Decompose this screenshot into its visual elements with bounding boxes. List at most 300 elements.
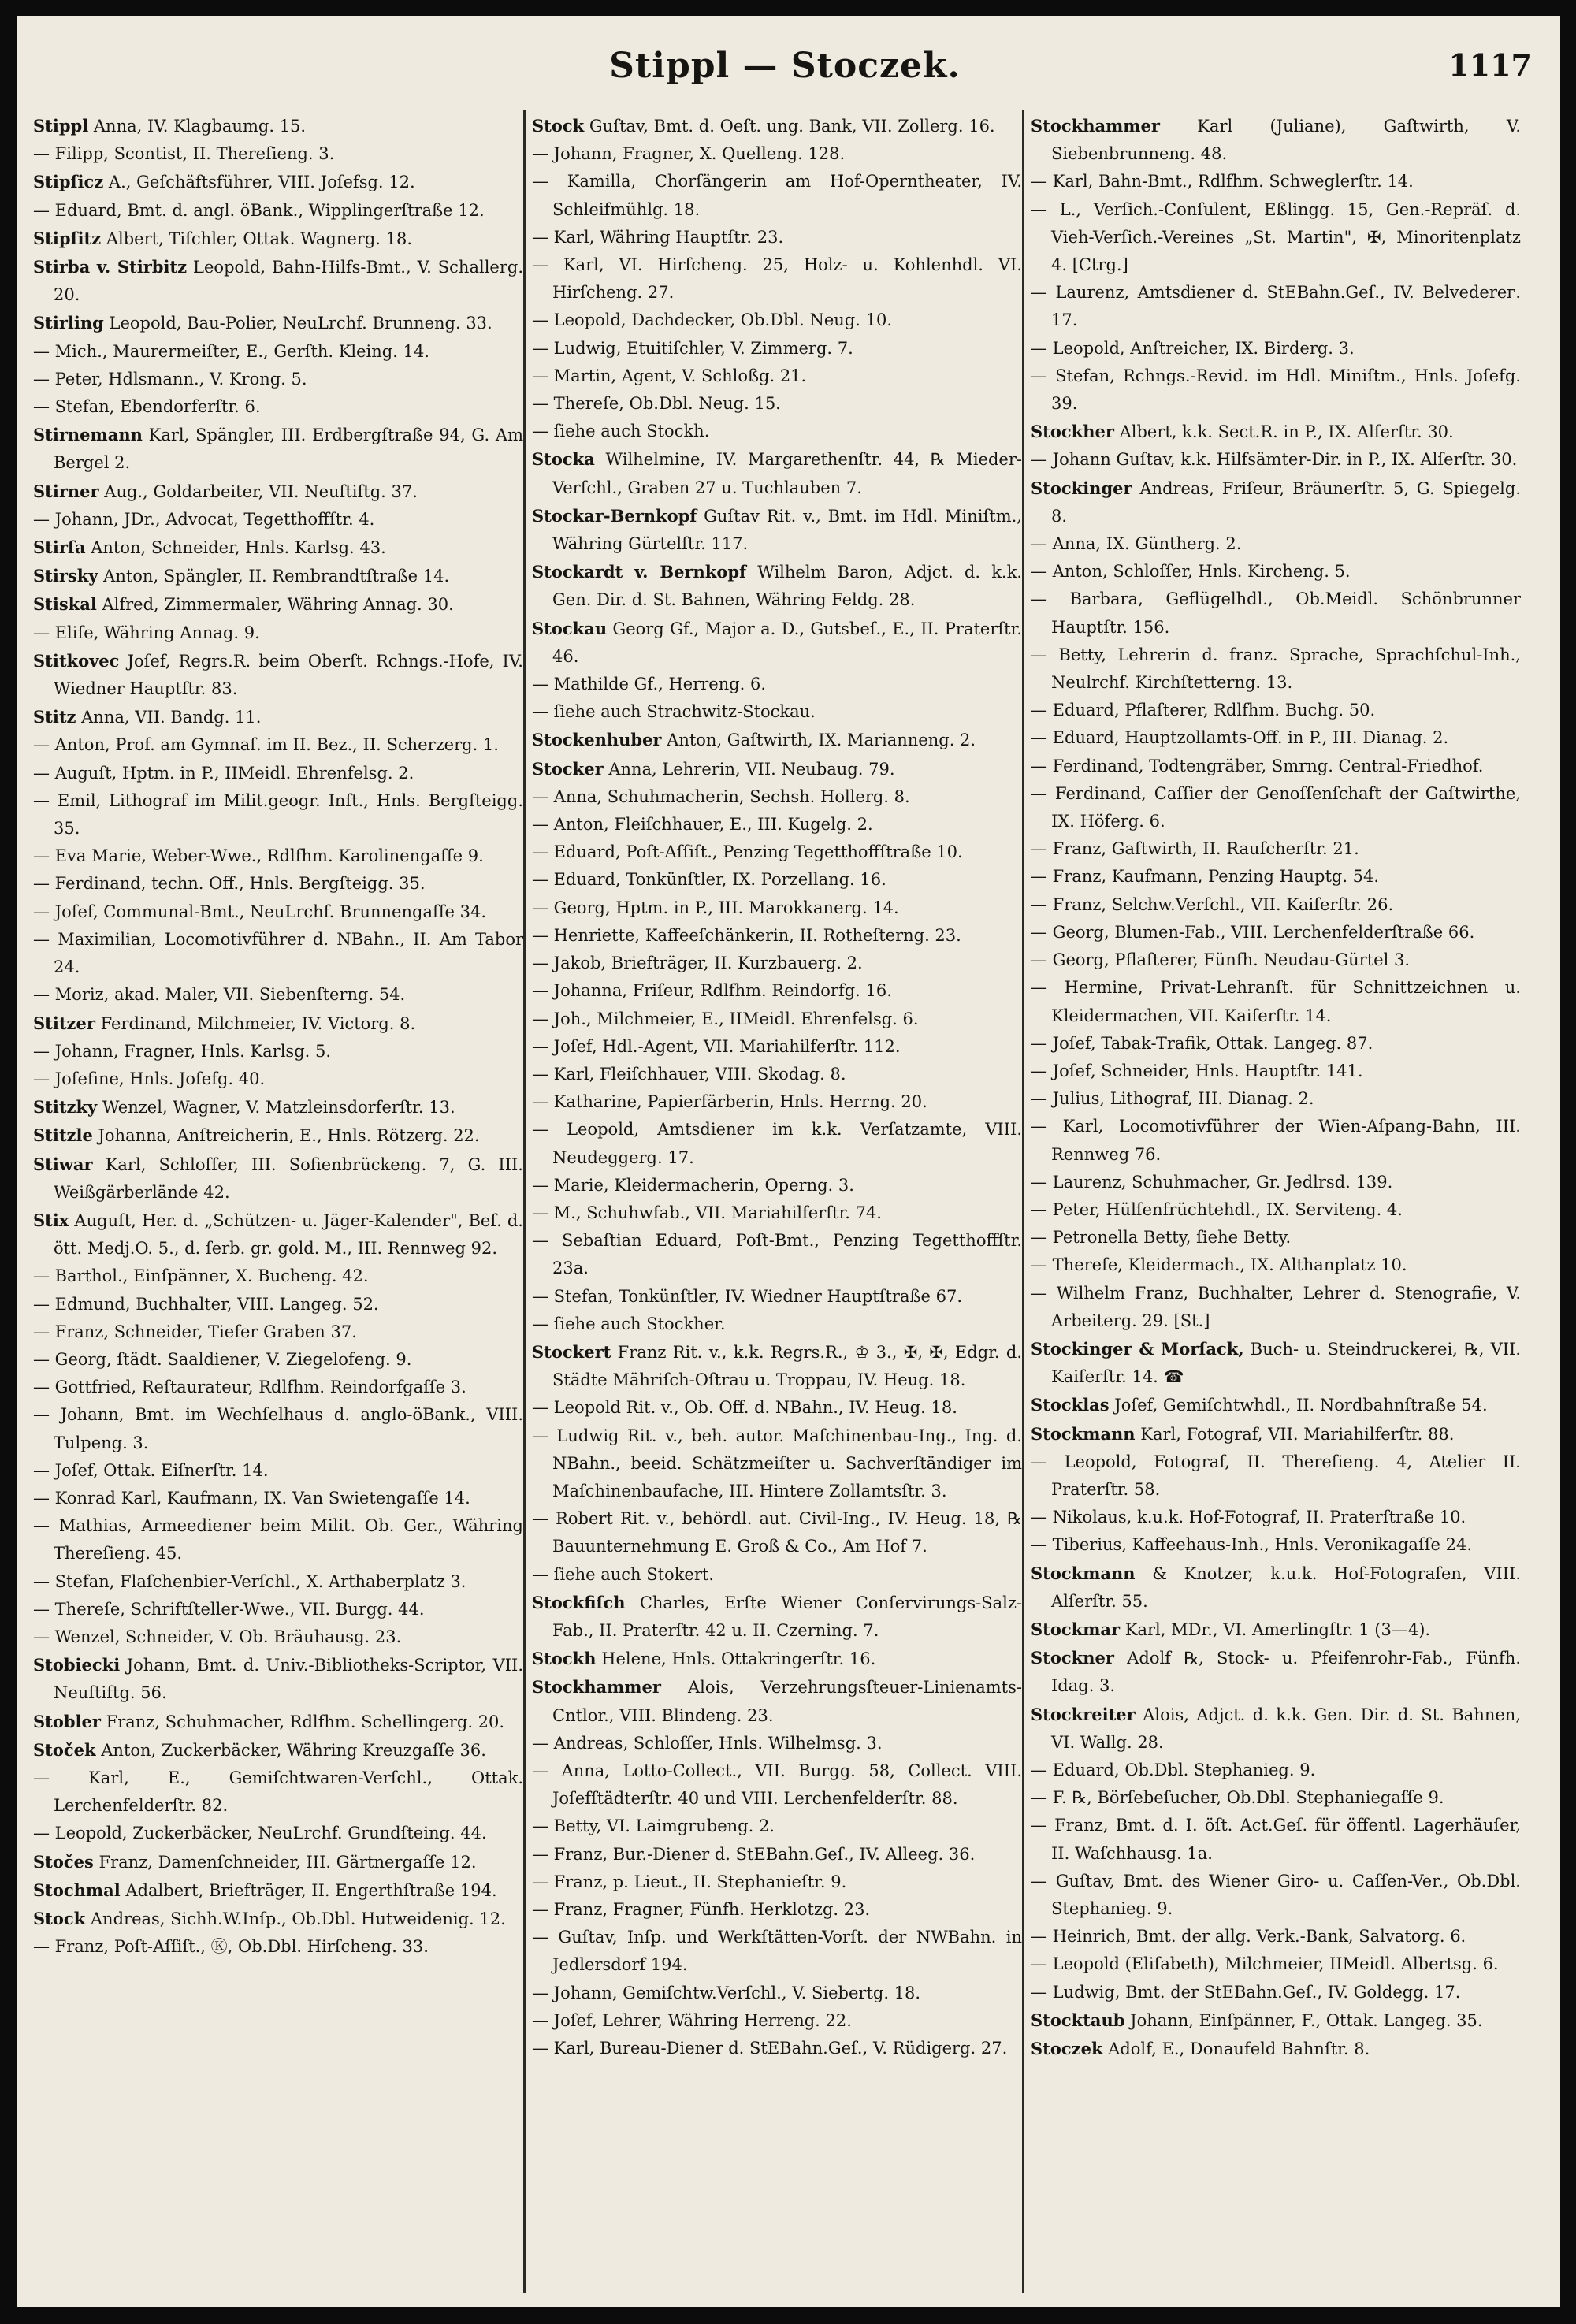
entry-details: — ſiehe auch Strachwitz-Stockau. [532,702,816,722]
entry-details: Johanna, Anſtreicherin, E., Hnls. Rötzerg. 22. [92,1126,480,1146]
entry-details: Karl, Schloſſer, III. Sofienbrückeng. 7, G. III. Weißgärberlände 42. [54,1155,523,1202]
entry-surname: Stitzer [33,1013,95,1033]
directory-entry [33,1933,523,1961]
entry-details: — Karl, Locomotivführer der Wien-Aſpang-Bahn, III. Rennweg 76. [1031,1117,1521,1164]
directory-entry [33,338,523,366]
directory-entry [532,1061,1022,1088]
entry-details: — ſiehe auch Stockh. [532,422,710,441]
entry-details: — Betty, VI. Laimgrubeng. 2. [532,1816,775,1836]
entry-details: — Joſef, Hdl.-Agent, VII. Mariahilferſtr. 112. [532,1036,901,1056]
entry-details: — Johann Guſtav, k.k. Hilfsämter-Dir. in P., IX. Alſerſtr. 30. [1031,450,1518,470]
directory-entry [532,1283,1022,1311]
directory-entry [33,1820,523,1847]
directory-entry [532,1199,1022,1227]
entry-details: — Leopold, Amtsdiener im k.k. Verſatzamte, VIII. Neudeggerg. 17. [532,1120,1022,1167]
directory-entry [1031,335,1521,363]
entry-details: Karl, Fotograf, VII. Mariahilferſtr. 88. [1135,1424,1455,1444]
entry-details: — Anna, IX. Güntherg. 2. [1031,534,1242,554]
directory-entry [1031,835,1521,863]
directory-entry [532,502,1022,558]
entry-details: Anton, Zuckerbäcker, Währing Kreuzgaſſe 36. [95,1740,486,1760]
entry-details: — Edmund, Buchhalter, VIII. Langeg. 52. [33,1294,379,1314]
directory-entry [33,534,523,562]
directory-entry [1031,112,1521,168]
entry-details: Alfred, Zimmermaler, Währing Annag. 30. [96,595,454,615]
entry-details: — Ferdinand, techn. Off., Hnls. Bergſteigg. 35. [33,874,426,894]
entry-surname: Stocker [532,758,604,779]
directory-entry [532,1757,1022,1813]
directory-entry [33,731,523,759]
entry-details: — Eduard, Hauptzollamts-Off. in P., III. Dianag. 2. [1031,728,1449,748]
entry-details: Johann, Bmt. d. Univ.-Bibliotheks-Scriptor, VII. Neuſtiftg. 56. [54,1656,523,1703]
directory-entry [33,366,523,393]
directory-entry [1031,1531,1521,1559]
entry-details: Ferdinand, Milchmeier, IV. Victorg. 8. [95,1013,416,1033]
entry-details: — Heinrich, Bmt. der allg. Verk.-Bank, Salvatorg. 6. [1031,1927,1466,1947]
directory-entry [532,390,1022,418]
entry-details: — Konrad Karl, Kaufmann, IX. Van Swietengaſſe 14. [33,1488,470,1508]
directory-entry [1031,1757,1521,1784]
directory-entry [532,418,1022,445]
directory-entry [1031,1058,1521,1085]
entry-details: Franz, Damenſchneider, III. Gärtnergaſſe 12. [93,1852,477,1872]
entry-details: — Joſef, Tabak-Trafik, Ottak. Langeg. 87. [1031,1033,1373,1053]
entry-details: — Laurenz, Amtsdiener d. StEBahn.Geſ., IV. Belvederег. 17. [1031,283,1521,330]
entry-surname: Stirba v. Stirbitz [33,257,188,277]
directory-entry [532,615,1022,671]
entry-details: Franz, Schuhmacher, Rdlfhm. Schellingerg. 20. [100,1712,505,1731]
directory-entry [33,309,523,337]
directory-entry [1031,1224,1521,1251]
entry-details: — Moriz, akad. Maler, VII. Siebenſterng. 54. [33,985,406,1005]
directory-entry [33,1848,523,1876]
entry-details: — Betty, Lehrerin d. franz. Sprache, Sprachſchul-Inh., Neulrchf. Kirchſtetterng. 13. [1031,645,1521,693]
directory-entry [33,1010,523,1038]
entry-details: — Anna, Schuhmacherin, Sechsh. Hollerg. 8. [532,786,910,806]
entry-surname: Stix [33,1210,69,1230]
entry-details: — Leopold Rit. v., Ob. Off. d. NBahn., IV. Heug. 18. [532,1398,957,1418]
directory-entry [532,335,1022,363]
entry-details: Wilhelmine, IV. Margarethenſtr. 44, ℞ Mieder-Verſchl., Graben 27 u. Tuchlauben 7. [552,450,1022,497]
directory-entry [33,1374,523,1401]
directory-entry [33,590,523,619]
directory-entry [1031,1391,1521,1419]
entry-surname: Stocka [532,449,595,470]
directory-entry [532,1868,1022,1896]
directory-entry [532,2007,1022,2035]
entry-details: Wenzel, Wagner, V. Matzleinsdorferſtr. 13. [97,1098,455,1117]
entry-surname: Stocktaub [1031,2010,1125,2030]
entry-details: — L., Verſich.-Conſulent, Eßlingg. 15, Gen.-Repräſ. d. Vieh-Verſich.-Vereines „St. Martin", ✠, Minoritenplatz 4. [Ctrg.] [1031,199,1521,275]
directory-entry [1031,2035,1521,2063]
directory-entry [1031,558,1521,586]
directory-entry [532,307,1022,334]
directory-entry [532,1896,1022,1924]
entry-surname: Stoczek [1031,2039,1103,2059]
directory-entry [1031,530,1521,558]
entry-details: — Eduard, Tonkünſtler, IX. Porzellang. 16. [532,870,886,890]
entry-details: — Guſtav, Bmt. des Wiener Giro- u. Caſſen-Ver., Ob.Dbl. Stephanieg. 9. [1031,1871,1521,1918]
entry-details: — Joſef, Ottak. Eiſnerſtr. 14. [33,1460,269,1480]
entry-details: Georg Gf., Major a. D., Gutsbeſ., E., II. Praterſtr. 46. [552,619,1022,666]
entry-surname: Stirner [33,481,99,501]
entry-details: — Andreas, Schloſſer, Hnls. Wilhelmsg. 3. [532,1733,883,1753]
directory-entry [532,1394,1022,1422]
entry-surname: Stoček [33,1739,96,1760]
entry-details: — Eduard, Bmt. d. angl. öBank., Wipplingerſtraße 12. [33,200,485,220]
entry-surname: Stock [33,1909,86,1928]
column-divider [523,110,526,2293]
entry-surname: Stiwar [33,1154,93,1174]
entry-details: — Mathilde Gf., Herreng. 6. [532,675,767,694]
entry-details: — Karl, Währing Hauptſtr. 23. [532,227,784,247]
entry-details: Aug., Goldarbeiter, VII. Neuſtiftg. 37. [98,482,418,501]
entry-details: — Anton, Prof. am Gymnaſ. im II. Bez., II. Scherzerg. 1. [33,735,499,755]
entry-details: — Johanna, Friſeur, Rdlfhm. Reindorfg. 16. [532,981,892,1001]
entry-details: — Katharine, Papierfärberin, Hnls. Herrng. 20. [532,1092,927,1112]
directory-entry [532,1227,1022,1282]
directory-entry [33,421,523,477]
entry-details: — Eduard, Pflaſterer, Rdlfhm. Buchg. 50. [1031,701,1376,720]
entry-surname: Stobler [33,1711,101,1731]
entry-details: — Nikolaus, k.u.k. Hof-Fotograf, II. Praterſtraße 10. [1031,1508,1466,1527]
column-1 [33,112,523,2291]
entry-surname: Stockfiſch [532,1592,626,1612]
entry-details: — Eduard, Poſt-Aſſiſt., Penzing Tegetthoffſtraße 10. [532,842,963,862]
column-divider [1022,110,1024,2293]
entry-details: Anton, Schneider, Hnls. Karlsg. 43. [85,538,386,558]
entry-surname: Stockar-Bernkopf [532,505,697,526]
entry-details: — Franz, Bmt. d. I. öſt. Act.Geſ. für öffentl. Lagerhäuſer, II. Waſchhausg. 1a. [1031,1816,1521,1863]
entry-details: — Karl, E., Gemiſchtwaren-Verſchl., Ottak. Lerchenfelderſtr. 82. [33,1768,523,1816]
entry-details: — Anton, Fleiſchhauer, E., III. Kugelg. 2. [532,815,873,835]
entry-details: — Franz, Poſt-Aſſiſt., Ⓚ, Ob.Dbl. Hirſcheng. 33. [33,1937,429,1957]
directory-entry [532,1422,1022,1506]
entry-details: — Ferdinand, Caſſier der Genoſſenſchaft der Gaſtwirthe, IX. Höferg. 6. [1031,783,1521,831]
directory-entry [532,698,1022,726]
directory-entry [532,251,1022,307]
entry-details: — Barthol., Einſpänner, X. Bucheng. 42. [33,1266,369,1286]
directory-entry [532,811,1022,838]
directory-entry [532,1561,1022,1589]
directory-entry [532,363,1022,390]
directory-entry [1031,1979,1521,2006]
directory-entry [1031,1923,1521,1950]
entry-surname: Stockmar [1031,1619,1121,1639]
entry-details: Karl (Juliane), Gaſtwirth, V. Siebenbrunneng. 48. [1051,117,1521,164]
directory-entry [1031,974,1521,1029]
directory-entry [1031,363,1521,418]
entry-surname: Stitzle [33,1125,93,1146]
entry-details: Karl, Spängler, III. Erdbergſtraße 94, G. Am Bergel 2. [54,426,523,473]
entry-details: — F. ℞, Börſebeſucher, Ob.Dbl. Stephaniegaſſe 9. [1031,1788,1444,1808]
entry-details: Leopold, Bahn-Hilfs-Bmt., V. Schallerg. 20. [54,258,523,305]
directory-entry [532,755,1022,783]
entry-surname: Stirſa [33,537,86,558]
scan-border-right [1560,0,1576,2324]
entry-surname: Stipſicz [33,172,104,192]
entry-details: Helene, Hnls. Ottakringerſtr. 16. [596,1649,876,1669]
entry-details: Joſef, Gemiſchtwhdl., II. Nordbahnſtraße 54. [1109,1396,1488,1415]
directory-entry [1031,1420,1521,1448]
entry-details: — Ludwig, Bmt. der StEBahn.Geſ., IV. Goldegg. 17. [1031,1982,1461,2002]
entry-details: Joſef, Regrs.R. beim Oberſt. Rchngs.-Hofe, IV. Wiedner Hauptſtr. 83. [54,651,523,699]
directory-entry [1031,1251,1521,1279]
entry-details: — Johann, Gemiſchtw.Verſchl., V. Siebertg. 18. [532,1983,921,2002]
entry-details: Johann, Einſpänner, F., Ottak. Langeg. 35. [1124,2010,1483,2030]
directory-entry [33,197,523,225]
directory-entry [1031,946,1521,974]
directory-entry [33,478,523,506]
directory-entry [33,562,523,590]
directory-entry [33,1485,523,1512]
entry-details: Adalbert, Briefträger, II. Engerthſtraße 194. [120,1880,497,1900]
directory-entry [1031,780,1521,835]
scan-border-bottom [0,2307,1576,2324]
directory-entry [532,1311,1022,1338]
entry-details: — Wenzel, Schneider, V. Ob. Bräuhausg. 23. [33,1627,402,1646]
directory-entry [532,866,1022,894]
directory-entry [532,558,1022,614]
directory-entry [1031,1560,1521,1616]
entry-details: Leopold, Bau-Polier, NeuLrchf. Brunneng. 33. [103,314,492,333]
entry-details: Albert, Tiſchler, Ottak. Wagnerg. 18. [101,229,413,248]
entry-details: — Franz, p. Lieut., II. Stephanieſtr. 9. [532,1872,847,1891]
entry-surname: Stockert [532,1341,611,1362]
entry-details: — Henriette, Kaffeeſchänkerin, II. Rotheſterng. 23. [532,925,961,945]
directory-entry [532,922,1022,950]
directory-entry [532,1730,1022,1757]
directory-entry [532,1172,1022,1199]
directory-entry [532,140,1022,168]
directory-entry [1031,641,1521,697]
directory-entry [33,1401,523,1456]
entry-surname: Stipſitz [33,228,102,248]
directory-entry [33,1207,523,1262]
entry-details: — Jakob, Briefträger, II. Kurzbauerg. 2. [532,954,863,973]
directory-entry [33,506,523,534]
entry-details: — M., Schuhwfab., VII. Mariahilferſtr. 74. [532,1203,882,1222]
directory-entry [33,253,523,309]
directory-entry [33,1065,523,1093]
page-header [32,39,1538,110]
directory-entry [1031,1169,1521,1196]
entry-details: Guſtav Rit. v., Bmt. im Hdl. Miniſtm., Währing Gürtelſtr. 117. [552,506,1022,554]
directory-entry [532,2035,1022,2062]
entry-details: — Peter, Hülſenfrüchtehdl., IX. Serviteng. 4. [1031,1199,1403,1219]
directory-entry [1031,446,1521,474]
directory-entry [33,842,523,870]
entry-details: — Stefan, Tonkünſtler, IV. Wiedner Hauptſtraße 67. [532,1286,962,1306]
entry-details: — Joſef, Lehrer, Währing Herreng. 22. [532,2010,852,2030]
directory-entry [33,393,523,421]
entry-details: Anna, Lehrerin, VII. Neubaug. 79. [603,759,895,779]
entry-details: — Mich., Maurermeiſter, E., Gerſth. Kleing. 14. [33,341,429,361]
entry-details: — Eduard, Ob.Dbl. Stephanieg. 9. [1031,1760,1316,1779]
directory-entry [33,898,523,926]
directory-entry [33,1121,523,1150]
entry-details: — Georg, ſtädt. Saaldiener, V. Ziegelofeng. 9. [33,1349,412,1369]
entry-details: — Filipp, Scontist, II. Thereſieng. 3. [33,144,335,164]
entry-details: — Ludwig, Etuitiſchler, V. Zimmerg. 7. [532,338,853,358]
entry-details: — Leopold, Zuckerbäcker, NeuLrchf. Grundſteing. 44. [33,1824,487,1843]
entry-surname: Stiskal [33,594,97,615]
entry-details: — Joſef, Communal-Bmt., NeuLrchf. Brunnengaſſe 34. [33,902,487,921]
entry-details: — Martin, Agent, V. Schloßg. 21. [532,366,807,385]
directory-entry [532,112,1022,140]
entry-details: — Georg, Hptm. in P., III. Marokkanerg. 14. [532,898,899,917]
directory-entry [532,1589,1022,1645]
entry-surname: Stockinger [1031,478,1132,498]
entry-details: — Anna, Lotto-Collect., VII. Burgg. 58, Collect. VIII. Joſefſtädterſtr. 40 und VIII. Lerchenfelderſtr. 88. [532,1761,1022,1809]
entry-surname: Stirling [33,313,104,333]
entry-details: — Robert Rit. v., behördl. aut. Civil-Ing., IV. Heug. 18, ℞ Bauunternehmung E. Groß & Co., Am Hof 7. [532,1509,1022,1556]
entry-surname: Stockhammer [532,1677,661,1697]
page-number: 1117 [1448,47,1532,83]
directory-entry [532,168,1022,223]
directory-entry [1031,1868,1521,1923]
entry-details: — Johann, Fragner, X. Quelleng. 128. [532,144,846,164]
entry-details: Adolf, E., Donaufeld Bahnſtr. 8. [1102,2040,1370,2059]
entry-surname: Stockau [532,618,608,638]
entry-details: Karl, MDr., VI. Amerlingſtr. 1 (3—4). [1120,1619,1431,1639]
directory-entry [33,619,523,647]
entry-details: — Franz, Selchw.Verſchl., VII. Kaiſerſtr. 26. [1031,894,1394,914]
entry-details: — Johann, Bmt. im Wechſelhaus d. anglo-öBank., VIII. Tulpeng. 3. [33,1405,523,1452]
entry-details: — Leopold, Dachdecker, Ob.Dbl. Neug. 10. [532,310,892,330]
entry-details: — Thereſe, Schriftſteller-Wwe., VII. Burgg. 44. [33,1599,425,1619]
entry-details: Alois, Verzehrungsſteuer-Linienamts-Cntlor., VIII. Blindeng. 23. [552,1678,1022,1725]
directory-entry [33,1623,523,1651]
directory-entry [1031,1280,1521,1335]
entry-surname: Stockmann [1031,1563,1136,1583]
directory-entry [532,783,1022,811]
directory-entry [33,703,523,731]
entry-details: Albert, k.k. Sect.R. in P., IX. Alſerſtr. 30. [1113,422,1454,442]
entry-details: — Georg, Pflaſterer, Fünfh. Neudau-Gürtel 3. [1031,950,1411,970]
entry-surname: Stockenhuber [532,730,662,750]
directory-entry [33,981,523,1009]
entry-details: Buch- u. Steindruckerei, ℞, VII. Kaiſerſtr. 14. ☎ [1051,1339,1521,1387]
entry-details: — Tiberius, Kaffeehaus-Inh., Hnls. Veronikagaſſe 24. [1031,1535,1472,1555]
directory-entry [1031,586,1521,641]
directory-entry [1031,1030,1521,1058]
directory-entry [532,1673,1022,1729]
entry-details: Anton, Gaſtwirth, IX. Marianneng. 2. [661,731,976,750]
entry-details: Alois, Adjct. d. k.k. Gen. Dir. d. St. Bahnen, VI. Wallg. 28. [1051,1705,1521,1752]
directory-entry [1031,1616,1521,1644]
entry-details: — Hermine, Privat-Lehranſt. für Schnittzeichnen u. Kleidermachen, VII. Kaiſerſtr. 14. [1031,978,1521,1025]
entry-details: Andreas, Sichh.W.Inſp., Ob.Dbl. Hutweidenig. 12. [85,1909,506,1928]
entry-details: Anna, VII. Bandg. 11. [76,708,262,727]
entry-details: — Stefan, Rchngs.-Revid. im Hdl. Miniſtm., Hnls. Joſefg. 39. [1031,366,1521,414]
directory-entry [33,870,523,898]
entry-surname: Stockner [1031,1648,1114,1668]
entry-details: — Karl, Bureau-Diener d. StEBahn.Geſ., V. Rüdigerg. 27. [532,2039,1008,2058]
entry-details: — Gottfried, Reſtaurateur, Rdlfhm. Reindorfgaſſe 3. [33,1378,466,1397]
directory-entry [33,1346,523,1374]
entry-surname: Stocklas [1031,1395,1110,1415]
entry-details: — Thereſe, Ob.Dbl. Neug. 15. [532,394,781,414]
entry-surname: Stirsky [33,566,98,586]
directory-entry [1031,1644,1521,1700]
entry-details: — Johann, Fragner, Hnls. Karlsg. 5. [33,1041,332,1061]
directory-entry [1031,697,1521,724]
entry-details: — Wilhelm Franz, Buchhalter, Lehrer d. Stenografie, V. Arbeiterg. 29. [St.] [1031,1283,1521,1330]
directory-entry [33,1568,523,1596]
entry-details: — Franz, Gaſtwirth, II. Rauſcherſtr. 21. [1031,839,1359,859]
entry-details: Franz Rit. v., k.k. Regrs.R., ♔ 3., ✠, ✠, Edgr. d. Städte Mähriſch-Oſtrau u. Troppau, IV. Heug. 18. [552,1342,1022,1390]
directory-entry [532,1841,1022,1868]
entry-surname: Stockher [1031,422,1114,442]
entry-surname: Stobiecki [33,1655,121,1675]
directory-entry [33,1736,523,1764]
directory-entry [532,1813,1022,1840]
entry-surname: Stočes [33,1851,94,1872]
entry-details: — ſiehe auch Stockher. [532,1314,726,1333]
entry-details: — Petronella Betty, ſiehe Betty. [1031,1228,1292,1248]
entry-details: — Franz, Bur.-Diener d. StEBahn.Geſ., IV. Alleeg. 36. [532,1844,976,1864]
entry-details: Anna, IV. Klagbaumg. 15. [88,117,307,136]
entry-details: — Barbara, Geflügelhdl., Ob.Meidl. Schönbrunner Hauptſtr. 156. [1031,589,1521,637]
directory-entry [532,671,1022,698]
directory-entry [33,926,523,981]
directory-entry [532,1116,1022,1171]
entry-details: — Auguſt, Hptm. in P., IIMeidl. Ehrenfelsg. 2. [33,763,414,783]
entry-details: — Joh., Milchmeier, E., IIMeidl. Ehrenfelsg. 6. [532,1009,919,1028]
entry-details: — Laurenz, Schuhmacher, Gr. Jedlrsd. 139. [1031,1172,1393,1192]
directory-entry [532,1338,1022,1394]
entry-details: — Mathias, Armeediener beim Milit. Ob. Ger., Währing Thereſieng. 45. [33,1516,523,1564]
directory-entry [1031,279,1521,334]
directory-entry [33,1651,523,1707]
directory-entry [33,760,523,787]
directory-entry [33,1905,523,1933]
directory-entry [1031,1504,1521,1531]
scan-border-top [0,0,1576,16]
directory-entry [1031,196,1521,280]
directory-entry [1031,891,1521,919]
directory-entry [33,1151,523,1207]
directory-entry [33,112,523,140]
directory-entry [33,1512,523,1567]
directory-entry [532,950,1022,977]
entry-details: — Kamilla, Chorſängerin am Hof-Operntheater, IV. Schleifmühlg. 18. [532,172,1022,219]
entry-surname: Stockardt v. Bernkopf [532,562,747,582]
entry-details: — Leopold, Anſtreicher, IX. Birderg. 3. [1031,338,1355,358]
entry-surname: Stockh [532,1649,597,1669]
directory-entry [33,140,523,168]
entry-details: — Ferdinand, Todtengräber, Smrng. Central-Friedhof. [1031,756,1484,775]
entry-details: Auguſt, Her. d. „Schützen- u. Jäger-Kalender", Beſ. d. ött. Medj.O. 5., d. ſerb. gr. gold. M., III. Rennweg 92. [54,1210,523,1259]
directory-entry [532,1088,1022,1116]
directory-entry [1031,1085,1521,1113]
entry-details: — Franz, Fragner, Fünfh. Herklotzg. 23. [532,1900,871,1919]
entry-details: — Marie, Kleidermacherin, Operng. 3. [532,1175,854,1195]
entry-details: — Guſtav, Inſp. und Werkſtätten-Vorſt. der NWBahn. in Jedlersdorf 194. [532,1928,1022,1975]
directory-entry [33,1262,523,1290]
entry-details: — Maximilian, Locomotivführer d. NBahn., II. Am Tabor 24. [33,929,523,977]
entry-surname: Stockreiter [1031,1704,1136,1724]
directory-entry [1031,418,1521,446]
entry-details: — Leopold (Eliſabeth), Milchmeier, IIMeidl. Albertsg. 6. [1031,1954,1499,1974]
directory-entry [33,1596,523,1623]
entry-details: — Franz, Kaufmann, Penzing Hauptg. 54. [1031,867,1380,887]
directory-entry [33,1876,523,1905]
entry-surname: Stochmal [33,1880,121,1900]
directory-entry [532,1980,1022,2007]
entry-details: — Karl, Bahn-Bmt., Rdlfhm. Schweglerſtr. 14. [1031,172,1414,191]
